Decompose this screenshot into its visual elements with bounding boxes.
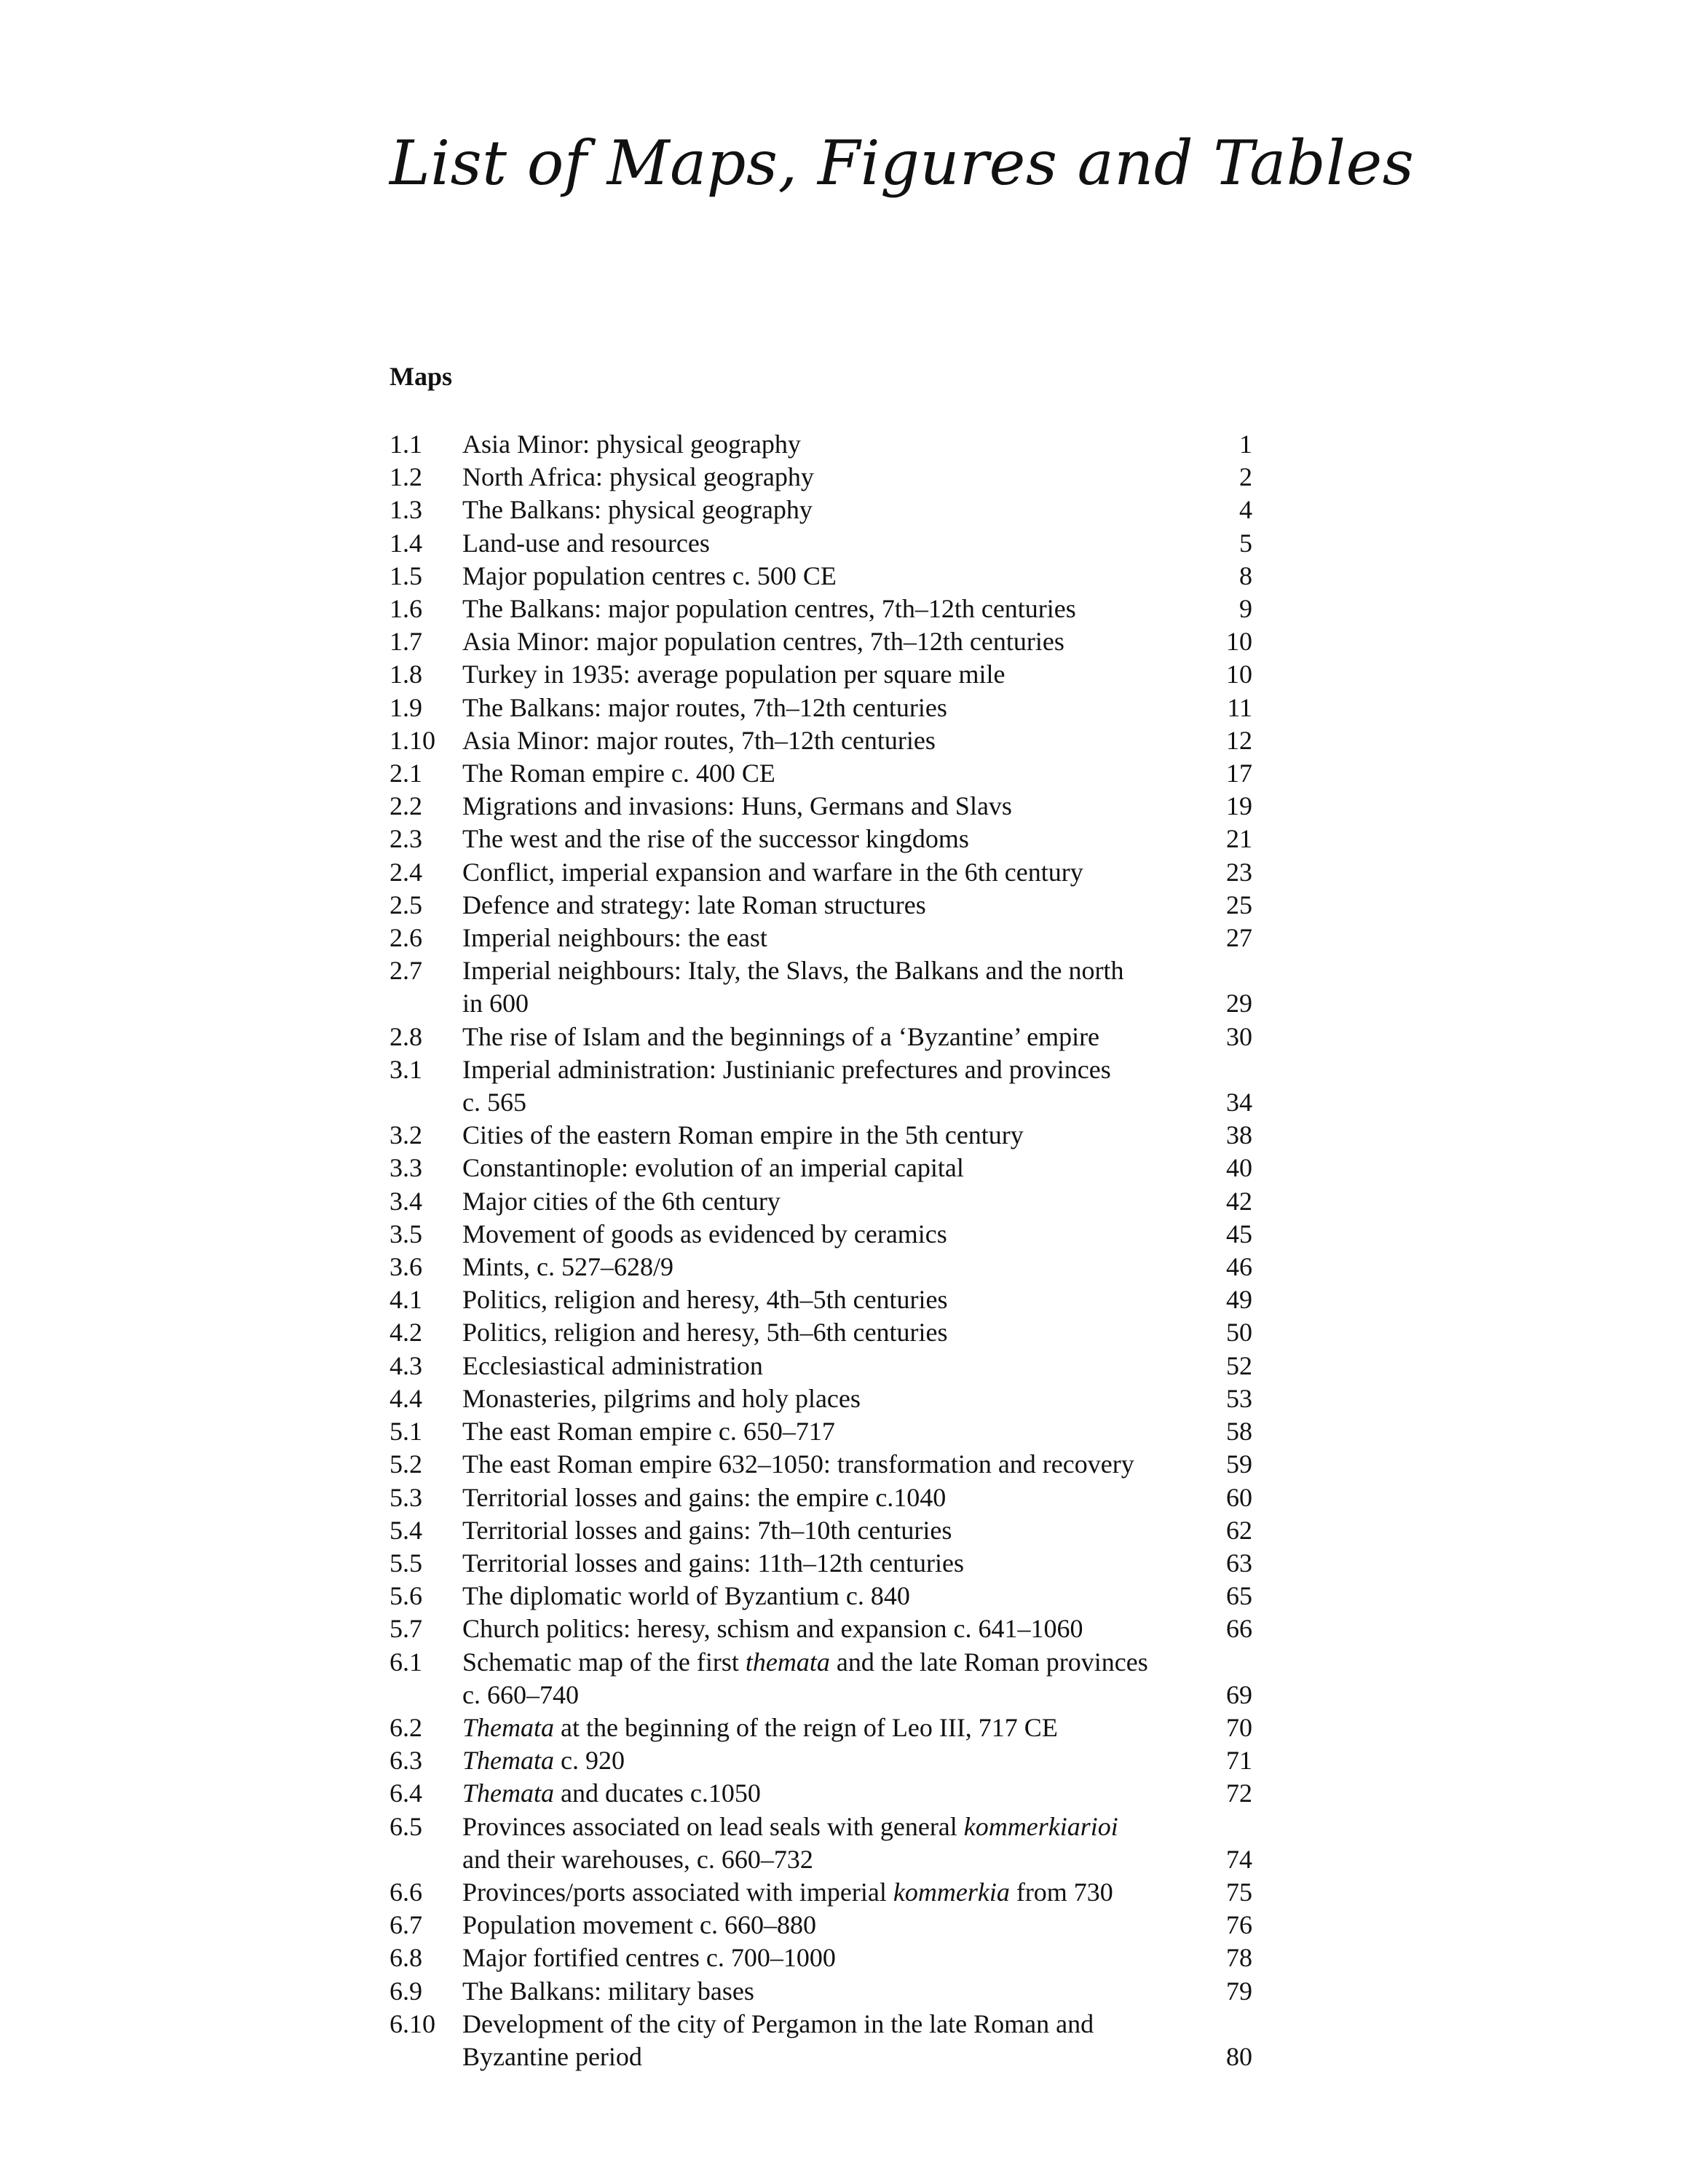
entry-number: 3.6 <box>390 1252 422 1282</box>
entry-page-number: 29 <box>1226 989 1252 1018</box>
entry-title-text: Mints, c. 527–628/9 <box>462 1252 674 1282</box>
entry-title-text: The diplomatic world of Byzantium c. 840 <box>462 1581 910 1611</box>
entry-page-number: 23 <box>1226 857 1252 887</box>
entry-title <box>462 889 1194 922</box>
list-entry-continuation <box>390 987 1252 1020</box>
entry-title <box>462 1350 1194 1382</box>
entry-title-italic: Themata <box>462 1746 554 1776</box>
entry-title-text: Territorial losses and gains: 7th–10th centuries <box>462 1515 952 1545</box>
entry-title <box>462 527 1194 560</box>
list-entry <box>390 1350 1252 1382</box>
entry-title <box>462 1613 1194 1645</box>
list-entry <box>390 1580 1252 1613</box>
list-entry-continuation <box>390 2041 1252 2073</box>
entry-page-number: 12 <box>1226 725 1252 755</box>
entry-title <box>462 1382 1194 1415</box>
entry-title <box>462 1021 1194 1053</box>
entry-number: 1.9 <box>390 692 422 722</box>
entry-page-number: 69 <box>1226 1679 1252 1709</box>
entry-title-text: Imperial neighbours: the east <box>462 923 767 953</box>
entry-number: 2.5 <box>390 890 422 919</box>
entry-title <box>462 1185 1194 1218</box>
entry-number: 2.1 <box>390 759 422 788</box>
entry-title <box>462 461 1194 494</box>
list-entry <box>390 1646 1252 1679</box>
entry-title-italic: themata <box>745 1647 830 1677</box>
entry-page-number: 1 <box>1239 430 1252 459</box>
entry-title <box>462 1514 1194 1547</box>
entry-title-text: Monasteries, pilgrims and holy places <box>462 1383 861 1413</box>
list-entry <box>390 1316 1252 1349</box>
entry-number: 6.10 <box>390 2009 435 2038</box>
entry-page-number: 21 <box>1226 824 1252 854</box>
entry-title-text: Land-use and resources <box>462 528 710 558</box>
list-entry <box>390 724 1252 757</box>
list-entry <box>390 823 1252 855</box>
list-entry <box>390 625 1252 658</box>
entry-number-spacer <box>390 1843 462 1876</box>
entry-page-number: 74 <box>1226 1844 1252 1874</box>
entry-title <box>462 790 1194 823</box>
entry-number-spacer <box>390 2041 462 2073</box>
list-entry <box>390 1053 1252 1086</box>
entry-page-number: 76 <box>1226 1910 1252 1940</box>
entry-title-text: The east Roman empire c. 650–717 <box>462 1417 835 1447</box>
entry-page-spacer <box>1194 2008 1252 2041</box>
entry-page-number: 58 <box>1226 1417 1252 1447</box>
entry-number: 1.3 <box>390 495 422 525</box>
list-entry <box>390 1777 1252 1810</box>
entry-title-text: Major cities of the 6th century <box>462 1186 781 1216</box>
entry-page-number: 38 <box>1226 1120 1252 1150</box>
entry-number: 6.7 <box>390 1910 422 1940</box>
entry-title-text: c. 920 <box>554 1746 625 1776</box>
entry-page-number: 65 <box>1226 1581 1252 1611</box>
entry-title-text: Population movement c. 660–880 <box>462 1910 816 1940</box>
entry-title <box>462 1481 1194 1514</box>
entry-number: 6.2 <box>390 1712 422 1742</box>
entry-title-text: Conflict, imperial expansion and warfare in the 6th century <box>462 857 1083 887</box>
entry-page-number: 9 <box>1239 594 1252 624</box>
entry-title <box>462 1646 1194 1679</box>
entry-title-continuation: c. 660–740 <box>462 1679 579 1709</box>
entry-title-italic: Themata <box>462 1712 554 1742</box>
entry-number-spacer <box>390 1086 462 1119</box>
entry-title-text: and the late Roman provinces <box>829 1647 1148 1677</box>
entry-page-number: 34 <box>1226 1088 1252 1117</box>
entry-number: 3.1 <box>390 1054 422 1084</box>
entry-title <box>462 757 1194 790</box>
entry-number: 6.1 <box>390 1647 422 1677</box>
entry-title <box>462 1744 1194 1777</box>
entry-title <box>462 2008 1194 2041</box>
entry-title <box>462 1152 1194 1184</box>
entry-title-text: Politics, religion and heresy, 4th–5th centuries <box>462 1285 948 1315</box>
entry-title-italic: kommerkia <box>893 1877 1010 1907</box>
entry-title-continuation: c. 565 <box>462 1088 526 1117</box>
entry-page-number: 27 <box>1226 923 1252 953</box>
list-entry <box>390 856 1252 889</box>
entry-title-continuation: and their warehouses, c. 660–732 <box>462 1844 813 1874</box>
list-entry <box>390 461 1252 494</box>
entry-title-text: Provinces/ports associated with imperial <box>462 1877 893 1907</box>
list-entry <box>390 1975 1252 2008</box>
entry-title-text: Imperial neighbours: Italy, the Slavs, the Balkans and the north <box>462 956 1124 986</box>
entry-number: 6.4 <box>390 1779 422 1808</box>
list-entry <box>390 494 1252 526</box>
list-entry <box>390 790 1252 823</box>
entry-number: 2.6 <box>390 923 422 953</box>
entry-page-number: 8 <box>1239 561 1252 590</box>
entry-number: 2.3 <box>390 824 422 854</box>
entry-page-number: 2 <box>1239 462 1252 492</box>
list-entry-continuation <box>390 1679 1252 1712</box>
entry-title-text: The rise of Islam and the beginnings of a ‘Byzantine’ empire <box>462 1021 1100 1051</box>
entry-number: 6.6 <box>390 1877 422 1907</box>
list-entry <box>390 1481 1252 1514</box>
entry-page-number: 62 <box>1226 1515 1252 1545</box>
entry-number: 5.4 <box>390 1515 422 1545</box>
entry-page-number: 49 <box>1226 1285 1252 1315</box>
entry-page-number: 72 <box>1226 1779 1252 1808</box>
list-entry <box>390 593 1252 625</box>
entry-page-number: 80 <box>1226 2041 1252 2071</box>
list-entry <box>390 428 1252 461</box>
entry-title-text: Politics, religion and heresy, 5th–6th centuries <box>462 1318 948 1348</box>
entry-number: 6.5 <box>390 1811 422 1841</box>
entry-title <box>462 1909 1194 1942</box>
entry-page-number: 79 <box>1226 1976 1252 2006</box>
entry-title <box>462 922 1194 954</box>
entry-page-number: 52 <box>1226 1350 1252 1380</box>
entry-number: 1.5 <box>390 561 422 590</box>
entry-title-text: Turkey in 1935: average population per square mile <box>462 660 1005 689</box>
list-entry <box>390 692 1252 724</box>
list-entry <box>390 954 1252 987</box>
entry-page-number: 5 <box>1239 528 1252 558</box>
entry-title-italic: kommerkiarioi <box>963 1811 1118 1841</box>
list-entry-continuation <box>390 1086 1252 1119</box>
list-entry <box>390 1415 1252 1448</box>
entry-title <box>462 1251 1194 1283</box>
entry-number: 3.3 <box>390 1153 422 1183</box>
entry-title-text: Migrations and invasions: Huns, Germans and Slavs <box>462 791 1012 821</box>
list-entry <box>390 1744 1252 1777</box>
entry-title <box>462 1119 1194 1152</box>
list-entry <box>390 1382 1252 1415</box>
entry-page-number: 50 <box>1226 1318 1252 1348</box>
entry-number: 3.2 <box>390 1120 422 1150</box>
entry-page-number: 66 <box>1226 1614 1252 1644</box>
entry-page-number: 71 <box>1226 1746 1252 1776</box>
entry-page-spacer <box>1194 1646 1252 1679</box>
entry-page-number: 40 <box>1226 1153 1252 1183</box>
entry-title-continuation: in 600 <box>462 989 529 1018</box>
list-entry <box>390 1251 1252 1283</box>
list-entry <box>390 1152 1252 1184</box>
list-entry <box>390 1712 1252 1744</box>
entry-number: 6.9 <box>390 1976 422 2006</box>
entry-title-text: Asia Minor: major population centres, 7th–12th centuries <box>462 627 1064 657</box>
entry-title-text: The Balkans: physical geography <box>462 495 813 525</box>
list-entry <box>390 560 1252 593</box>
entry-number: 1.1 <box>390 430 422 459</box>
entry-number: 4.3 <box>390 1350 422 1380</box>
entry-title-continuation: Byzantine period <box>462 2041 642 2071</box>
entry-title <box>462 1415 1194 1448</box>
entry-title-text: Provinces associated on lead seals with general <box>462 1811 964 1841</box>
entry-number: 4.4 <box>390 1383 422 1413</box>
list-entry <box>390 1119 1252 1152</box>
entry-title <box>462 1053 1194 1086</box>
entry-title <box>462 954 1194 987</box>
entry-title-text: The Balkans: major population centres, 7th–12th centuries <box>462 594 1076 624</box>
entry-page-number: 63 <box>1226 1548 1252 1578</box>
entry-number: 2.8 <box>390 1021 422 1051</box>
entry-title-italic: Themata <box>462 1779 554 1808</box>
entry-page-number: 19 <box>1226 791 1252 821</box>
list-entry <box>390 757 1252 790</box>
entry-title-text: North Africa: physical geography <box>462 462 814 492</box>
entry-title <box>462 625 1194 658</box>
entry-page-number: 45 <box>1226 1219 1252 1249</box>
entry-page-spacer <box>1194 1811 1252 1843</box>
entry-title <box>462 823 1194 855</box>
entry-title <box>462 1547 1194 1580</box>
list-entry <box>390 1613 1252 1645</box>
entry-title <box>462 856 1194 889</box>
entry-number: 1.10 <box>390 725 435 755</box>
entry-title-text: Ecclesiastical administration <box>462 1350 763 1380</box>
entry-page-number: 10 <box>1226 660 1252 689</box>
entry-title-text: Church politics: heresy, schism and expansion c. 641–1060 <box>462 1614 1083 1644</box>
entry-title <box>462 724 1194 757</box>
entry-title <box>462 1811 1194 1843</box>
list-entry <box>390 1283 1252 1316</box>
entry-number: 1.2 <box>390 462 422 492</box>
list-entry <box>390 889 1252 922</box>
entry-number: 6.8 <box>390 1943 422 1973</box>
entry-title <box>462 1448 1194 1481</box>
entry-number: 2.2 <box>390 791 422 821</box>
entry-title-text: Schematic map of the first <box>462 1647 746 1677</box>
entry-title-text: Territorial losses and gains: the empire c.1040 <box>462 1482 947 1512</box>
entry-page-number: 11 <box>1227 692 1252 722</box>
list-entry <box>390 1514 1252 1547</box>
entry-number: 2.4 <box>390 857 422 887</box>
entry-title <box>462 1777 1194 1810</box>
entry-title-text: Asia Minor: physical geography <box>462 430 801 459</box>
entry-page-number: 70 <box>1226 1712 1252 1742</box>
entry-title-text: The Roman empire c. 400 CE <box>462 759 775 788</box>
entry-title <box>462 658 1194 691</box>
entry-page-number: 4 <box>1239 495 1252 525</box>
entry-title-text: The Balkans: major routes, 7th–12th centuries <box>462 692 947 722</box>
entry-number: 5.5 <box>390 1548 422 1578</box>
entry-title-text: Cities of the eastern Roman empire in the 5th century <box>462 1120 1024 1150</box>
entry-number: 1.8 <box>390 660 422 689</box>
entry-number: 1.6 <box>390 594 422 624</box>
entry-page-number: 46 <box>1226 1252 1252 1282</box>
entry-page-number: 10 <box>1226 627 1252 657</box>
list-entry <box>390 527 1252 560</box>
entry-title-text: Constantinople: evolution of an imperial capital <box>462 1153 964 1183</box>
entry-title <box>462 1283 1194 1316</box>
list-entry <box>390 1218 1252 1251</box>
entry-title <box>462 692 1194 724</box>
entry-title <box>462 494 1194 526</box>
entry-title <box>462 1975 1194 2008</box>
list-entry <box>390 1547 1252 1580</box>
entry-title-text: from 730 <box>1009 1877 1113 1907</box>
entry-title-text: and ducates c.1050 <box>554 1779 761 1808</box>
entry-number: 2.7 <box>390 956 422 986</box>
entry-title <box>462 428 1194 461</box>
list-entry <box>390 1448 1252 1481</box>
page-title: List of Maps, Figures and Tables <box>390 127 1415 199</box>
entry-title <box>462 1316 1194 1349</box>
entry-number: 4.2 <box>390 1318 422 1348</box>
entry-title-text: at the beginning of the reign of Leo III, 717 CE <box>554 1712 1058 1742</box>
entry-title <box>462 593 1194 625</box>
list-entry <box>390 1942 1252 1974</box>
entry-number: 5.6 <box>390 1581 422 1611</box>
entry-number: 5.2 <box>390 1449 422 1479</box>
list-entry <box>390 1185 1252 1218</box>
section-heading-maps: Maps <box>390 362 453 391</box>
entry-title-text: Territorial losses and gains: 11th–12th centuries <box>462 1548 964 1578</box>
entry-title-text: Asia Minor: major routes, 7th–12th centuries <box>462 725 936 755</box>
list-entry-continuation <box>390 1843 1252 1876</box>
entry-page-number: 42 <box>1226 1186 1252 1216</box>
list-entry <box>390 1909 1252 1942</box>
entry-page-number: 30 <box>1226 1021 1252 1051</box>
entry-title-text: Defence and strategy: late Roman structures <box>462 890 926 919</box>
entry-title-text: The east Roman empire 632–1050: transformation and recovery <box>462 1449 1134 1479</box>
entry-number-spacer <box>390 987 462 1020</box>
entry-number: 6.3 <box>390 1746 422 1776</box>
entry-page-number: 78 <box>1226 1943 1252 1973</box>
entry-page-number: 53 <box>1226 1383 1252 1413</box>
entry-title-text: Imperial administration: Justinianic prefectures and provinces <box>462 1054 1111 1084</box>
entry-title-text: Major population centres c. 500 CE <box>462 561 837 590</box>
entry-title-text: Major fortified centres c. 700–1000 <box>462 1943 836 1973</box>
list-entry <box>390 2008 1252 2041</box>
entry-page-spacer <box>1194 954 1252 987</box>
entry-page-number: 59 <box>1226 1449 1252 1479</box>
entry-number: 3.4 <box>390 1186 422 1216</box>
entry-title <box>462 560 1194 593</box>
entry-number: 4.1 <box>390 1285 422 1315</box>
entry-number: 1.4 <box>390 528 422 558</box>
list-entry <box>390 1021 1252 1053</box>
entry-page-number: 60 <box>1226 1482 1252 1512</box>
entry-page-number: 25 <box>1226 890 1252 919</box>
entry-title <box>462 1876 1194 1909</box>
entry-number: 5.7 <box>390 1614 422 1644</box>
entry-title-text: The west and the rise of the successor kingdoms <box>462 824 969 854</box>
entry-title <box>462 1712 1194 1744</box>
entry-number-spacer <box>390 1679 462 1712</box>
entry-title <box>462 1218 1194 1251</box>
entry-title <box>462 1942 1194 1974</box>
list-entry <box>390 658 1252 691</box>
list-entry <box>390 922 1252 954</box>
entry-title-text: Movement of goods as evidenced by ceramics <box>462 1219 947 1249</box>
entry-page-number: 17 <box>1226 759 1252 788</box>
entry-page-spacer <box>1194 1053 1252 1086</box>
entry-title-text: Development of the city of Pergamon in the late Roman and <box>462 2009 1094 2038</box>
entry-number: 1.7 <box>390 627 422 657</box>
entry-title <box>462 1580 1194 1613</box>
entry-number: 5.1 <box>390 1417 422 1447</box>
maps-list <box>390 428 1252 2073</box>
list-entry <box>390 1811 1252 1843</box>
entry-number: 3.5 <box>390 1219 422 1249</box>
entry-page-number: 75 <box>1226 1877 1252 1907</box>
entry-number: 5.3 <box>390 1482 422 1512</box>
entry-title-text: The Balkans: military bases <box>462 1976 754 2006</box>
list-entry <box>390 1876 1252 1909</box>
